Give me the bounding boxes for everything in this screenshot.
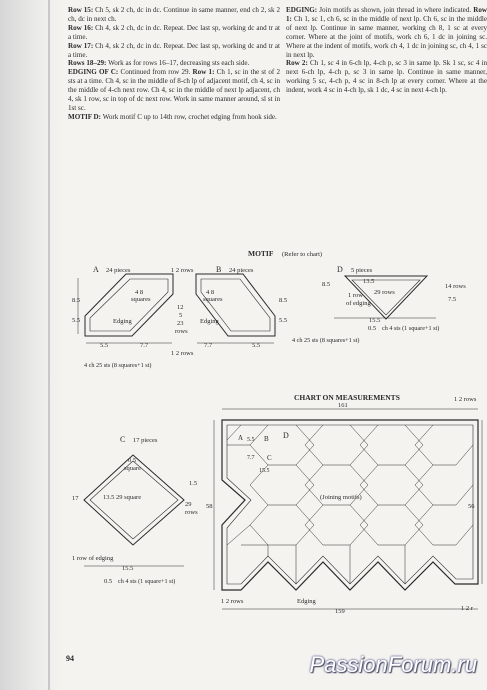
motif-d-edging-2: of edging — [346, 300, 371, 307]
motif-c-start-note: ch 4 sts (1 square+1 st) — [118, 578, 176, 585]
page-number: 94 — [66, 654, 74, 663]
chart-width: 161 — [338, 402, 348, 409]
para-text: Ch 1, sc 4 in 6-ch lp, 4-ch p, sc 3 in same lp. Sk 1 sc, sc 4 in next 6-ch lp, 4-ch p, sc 3 in same lp. Continue in same manner, working 5 sc, 4-ch p, 4 sc in 8-ch lp at every corner. Where at the indent, work 4 sc in 4-ch lp, sk 1 dc, 4 sc in next 4-ch lp. — [286, 59, 487, 95]
chart-left-height: 58 — [206, 503, 213, 510]
motif-title: MOTIF — [248, 249, 274, 258]
motif-d-start-note: ch 4 sts (1 square+1 st) — [382, 325, 440, 332]
motif-c-rows-1: 29 — [185, 501, 192, 508]
chart-n3: 15.5 — [259, 468, 270, 474]
para-head: MOTIF D: — [68, 112, 102, 121]
watermark: PassionForum.ru — [309, 652, 477, 677]
motif-a-diagram — [85, 274, 173, 336]
chart-n2: 7.7 — [247, 455, 255, 461]
para-text: Ch 1, sc 1, ch 6, sc in the middle of next lp. Ch 6, sc in the middle of next lp. Continue in same manner, working ch 8, 1 sc at every corner. Where at the joint of motifs, work ch 6, 1 dc in joining sc. Where at the indent of motifs, work ch 4, 1 dc in joining sc, ch 4, 1 sc in next lp. — [286, 14, 487, 59]
chart-right-height: 56 — [468, 503, 475, 510]
motif-a-dim-left-bottom: 5.5 — [72, 317, 81, 324]
para-text: Ch 1, sc in the st of 2 sts at a time. Ch 4, sc in the middle of 8-ch lp of adjacent motif, ch 4, sc in the middle of 4-ch next row. Ch 4, sc in the middle of next lp adjacent, ch 4, sk 1 row, sc in top of dc next row. Work in same manner around, sl st in 1st sc. — [68, 68, 280, 112]
ab-top-rows: 1 2 rows — [171, 267, 194, 274]
chart-label-c: C — [267, 454, 272, 462]
motif-b-dim-bottom-right: 5.5 — [252, 342, 261, 349]
motif-c-center: 13.5 29 square — [103, 494, 142, 501]
para-text: Join motifs as shown, join thread in where indicated. — [317, 6, 474, 14]
motif-c-dim-right: 1.5 — [189, 480, 198, 487]
motif-a-dim-bottom-left: 5.5 — [100, 342, 109, 349]
motif-a-dim-bottom-mid: 7.7 — [140, 342, 149, 349]
chart-center: (Joining motifs) — [320, 494, 362, 501]
motif-b-dim-bottom-mid: 7.7 — [204, 342, 213, 349]
motif-a-edging: Edging — [113, 318, 132, 325]
motif-c-dim-left: 17 — [72, 495, 79, 502]
motif-c-top-sq: square — [124, 465, 141, 472]
motif-a-center: 4 8 — [135, 289, 144, 296]
motif-d-letter: D — [337, 265, 343, 274]
para-head: EDGING: — [286, 6, 318, 14]
chart-bottom-rows: 1 2 rows — [221, 598, 244, 605]
ab-v3: 23 — [177, 320, 184, 327]
para-head: Rows 18–29: — [68, 59, 107, 68]
motif-a-letter: A — [93, 265, 99, 274]
motif-d-start: 0.5 — [368, 325, 377, 332]
motif-d-pieces: 5 pieces — [351, 267, 373, 274]
motif-b-diagram — [196, 274, 275, 336]
para-text: Work motif C up to 14th row, crochet edging from hook side. — [101, 112, 277, 121]
motif-b-center: 4 8 — [206, 289, 215, 296]
para-text: Ch 4, sk 2 ch, dc in dc. Repeat. Dec last sp, working dc and tr at a time. — [68, 23, 280, 41]
motif-b-edging: Edging — [200, 318, 219, 325]
motif-d-center: 14 rows — [445, 283, 466, 290]
motif-c-edging: 1 row of edging — [72, 555, 114, 562]
motif-b-dim-right-top: 8.5 — [279, 297, 288, 304]
motif-a-pieces: 24 pieces — [106, 267, 131, 274]
ab-v4: rows — [175, 328, 188, 335]
motif-c-pieces: 17 pieces — [133, 437, 158, 444]
motif-c-start: 0.5 — [104, 578, 113, 585]
chart-bottom: 159 — [335, 608, 345, 615]
ab-v1: 12 — [177, 304, 184, 311]
motif-d-rows-note: 4 ch 25 sts (8 squares+1 st) — [292, 337, 360, 344]
motif-note: (Refer to chart) — [282, 251, 323, 258]
chart-label-a: A — [238, 434, 244, 442]
motif-b-pieces: 24 pieces — [229, 267, 254, 274]
motif-c-rows-2: rows — [185, 509, 198, 516]
ab-bottom-rows: 1 2 rows — [171, 350, 194, 357]
chart-edging: Edging — [297, 598, 316, 605]
para-text: Ch 4, sk 2 ch, dc in dc. Repeat. Dec last sp, working dc and tr at a time. — [68, 41, 280, 59]
para-text: Continued from row 29. — [118, 68, 193, 77]
para-head: EDGING OF C: — [68, 68, 119, 77]
ab-v2: 5 — [179, 312, 183, 319]
motif-a-rows-note: 4 ch 25 sts (8 squares+1 st) — [84, 362, 152, 369]
para-head: Row 1: — [286, 6, 487, 23]
chart-n1: 5.5 — [247, 437, 255, 443]
para-head: Row 16: — [68, 23, 94, 32]
motif-d-bottom: 15.5 — [369, 317, 381, 324]
motif-d-dim-right: 7.5 — [448, 296, 457, 303]
motif-b-squares: squares — [203, 296, 223, 303]
motif-d-top: 13.5 — [363, 278, 375, 285]
chart-right-rows: 1 2 rows — [454, 396, 477, 403]
motif-b-letter: B — [216, 265, 222, 274]
motif-b-dim-right-bottom: 5.5 — [279, 317, 288, 324]
chart-label-b: B — [264, 435, 269, 443]
chart-title: CHART ON MEASUREMENTS — [294, 393, 400, 402]
para-text: Ch 5, sk 2 ch, dc in dc. Continue in same manner, end ch 2, sk 2 ch, dc in next ch. — [68, 6, 280, 23]
motif-d-dim-left: 8.5 — [322, 281, 331, 288]
para-text: Work as for rows 16–17, decreasing sts each side. — [106, 59, 250, 68]
motif-a-squares: squares — [131, 296, 151, 303]
chart-label-d: D — [283, 431, 289, 440]
motif-d-edging-1: 1 row — [348, 292, 363, 299]
para-head: Row 15: — [68, 6, 94, 14]
motif-a-dim-left-top: 8.5 — [72, 297, 81, 304]
para-head: Row 1: — [192, 68, 215, 77]
motif-c-top: 0.5 — [128, 457, 137, 464]
motif-d-v-rows: 29 rows — [374, 289, 395, 296]
motif-c-bottom: 15.5 — [122, 565, 134, 572]
para-head: Row 2: — [286, 59, 308, 68]
motif-c-letter: C — [120, 435, 126, 444]
chart-right-bottom-rows: 1 2 r — [461, 605, 473, 612]
para-head: Row 17: — [68, 41, 94, 50]
